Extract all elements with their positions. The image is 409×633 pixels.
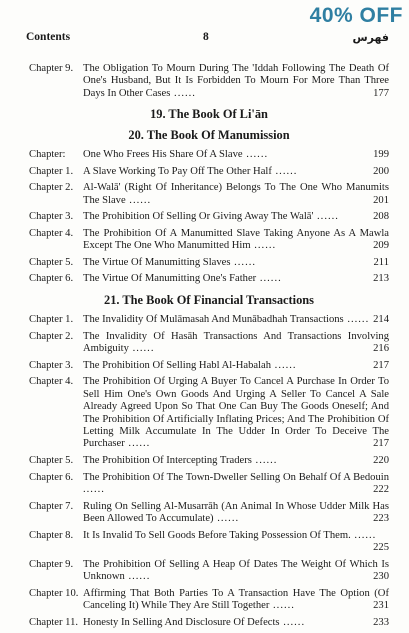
chapter-label: Chapter 8.	[29, 529, 74, 541]
dot-leader: ......	[256, 273, 282, 285]
page-ref: 211	[373, 256, 389, 268]
page-ref: 213	[373, 273, 389, 285]
chapter-label: Chapter 9.	[29, 63, 74, 74]
chapter-label: Chapter 1.	[29, 165, 74, 177]
page-ref: 209	[373, 240, 389, 252]
chapter-title: The Prohibition Of Selling A Heap Of Dates The Weight Of Which Is Unknown	[83, 558, 389, 583]
page-ref: 177	[373, 87, 389, 99]
toc-entry[interactable]	[29, 149, 389, 161]
chapter-label: Chapter 5.	[29, 256, 74, 268]
chapter-title: The Obligation To Mourn During The 'Iddah Following The Death Of One's Husband, But It Is Forbidden To Mourn For More Than Three Days In Other Cases	[83, 63, 389, 99]
chapter-title: A Slave Working To Pay Off The Other Half	[83, 165, 272, 177]
chapter-title: One Who Frees His Share Of A Slave	[83, 149, 243, 161]
chapter-title: The Prohibition Of A Manumitted Slave Taking Anyone As A Mawla Except The One Who Manumitted Him	[83, 227, 389, 252]
page-ref: 216	[373, 343, 389, 355]
dot-leader: ......	[83, 484, 105, 496]
page-ref: 199	[373, 149, 389, 161]
chapter-label: Chapter 9.	[29, 558, 74, 570]
toc-entry[interactable]	[29, 273, 389, 285]
toc-entry[interactable]	[29, 455, 389, 467]
toc-entry[interactable]	[29, 166, 389, 178]
dot-leader: ......	[343, 314, 370, 326]
page-ref: 230	[373, 571, 389, 583]
page-ref: 201	[373, 194, 389, 206]
toc-entry[interactable]	[29, 617, 389, 629]
toc-entry[interactable]	[29, 331, 389, 356]
dot-leader: ......	[213, 513, 240, 525]
page-ref: 214	[373, 314, 389, 326]
toc-entry[interactable]	[29, 501, 389, 526]
chapter-title: The Virtue Of Manumitting Slaves	[83, 256, 231, 268]
page-number: 8	[203, 31, 209, 43]
page-header	[26, 31, 389, 47]
dot-leader: ......	[124, 571, 151, 583]
dot-leader: ......	[230, 256, 257, 268]
page-ref: 220	[373, 455, 389, 467]
toc-entry[interactable]	[29, 376, 389, 450]
header-arabic: فهرس	[352, 31, 389, 44]
chapter-label: Chapter 4.	[29, 376, 74, 388]
chapter-label: Chapter 6.	[29, 471, 74, 483]
dot-leader: ......	[313, 211, 339, 223]
page-ref: 231	[373, 600, 389, 612]
chapter-label: Chapter 3.	[29, 359, 74, 371]
toc-entry[interactable]	[29, 182, 389, 207]
page-ref: 225	[373, 542, 389, 554]
chapter-label: Chapter 6.	[29, 273, 74, 285]
chapter-title: Affirming That Both Parties To A Transaction Have The Option (Of Canceling It) While They Are Still Together	[83, 587, 389, 612]
chapter-label: Chapter 10.	[29, 587, 79, 599]
toc-entry[interactable]	[29, 588, 389, 613]
dot-leader: ......	[271, 165, 298, 177]
chapter-label: Chapter 5.	[29, 455, 74, 467]
chapter-label: Chapter 4.	[29, 227, 74, 239]
chapter-title: The Invalidity Of Mulāmasah And Munābadhah Transactions	[83, 314, 344, 326]
section-title: 20. The Book Of Manumission	[128, 127, 290, 142]
chapter-label: Chapter:	[29, 149, 66, 161]
toc-entry[interactable]	[29, 257, 389, 269]
toc-entry[interactable]	[29, 472, 389, 497]
chapter-label: Chapter 1.	[29, 314, 74, 326]
toc-entry[interactable]	[29, 559, 389, 584]
section-title: 21. The Book Of Financial Transactions	[104, 292, 314, 307]
dot-leader: ......	[124, 438, 151, 450]
dot-leader: ......	[350, 529, 377, 541]
dot-leader: ......	[251, 455, 278, 467]
dot-leader: ......	[242, 149, 269, 161]
chapter-title: The Prohibition Of Urging A Buyer To Cancel A Purchase In Order To Sell Him One's Own Goods And Urging A Seller To Cancel A Sale Already Agreed Upon So That One Can Buy The Goods Oneself; And The Prohibition Of Artificially Inflating Prices; And The Prohibition Of Letting Milk Accumulate In The Udder In Order To Deceive The Purchaser	[83, 376, 389, 450]
chapter-label: Chapter 2.	[29, 182, 74, 194]
discount-badge: 40% OFF	[309, 4, 403, 27]
chapter-title: Honesty In Selling And Disclosure Of Defects	[83, 616, 280, 628]
page-ref: 208	[373, 211, 389, 223]
dot-leader: ......	[269, 600, 295, 612]
chapter-title: The Prohibition Of Selling Habl Al-Habalah	[83, 359, 272, 371]
toc-entry[interactable]	[29, 228, 389, 253]
chapter-title: The Prohibition Of Selling Or Giving Away The Walā'	[83, 211, 314, 223]
chapter-title: It Is Invalid To Sell Goods Before Taking Possession Of Them.	[83, 529, 351, 541]
page-ref: 217	[373, 359, 389, 371]
toc-entry[interactable]	[29, 314, 389, 326]
dot-leader: ......	[125, 194, 152, 206]
chapter-label: Chapter 7.	[29, 500, 74, 512]
section-title: 19. The Book Of Li'ān	[150, 107, 268, 122]
header-contents: Contents	[26, 31, 71, 43]
chapter-title: Ruling On Selling Al-Musarrāh (An Animal In Whose Udder Milk Has Been Allowed To Accumulate)	[83, 500, 389, 525]
page-ref: 223	[373, 513, 389, 525]
chapter-title: The Invalidity Of Hasāh Transactions And Transactions Involving Ambiguity	[83, 330, 389, 355]
page-ref: 200	[373, 165, 389, 177]
page-ref: 233	[373, 616, 389, 628]
dot-leader: ......	[170, 87, 196, 99]
page-ref: 217	[373, 438, 389, 450]
chapter-title: The Prohibition Of The Town-Dweller Selling On Behalf Of A Bedouin	[83, 471, 389, 483]
chapter-title: Al-Walā' (Right Of Inheritance) Belongs To The One Who Manumits The Slave	[83, 182, 389, 206]
dot-leader: ......	[271, 359, 297, 371]
toc-entry[interactable]	[29, 211, 389, 223]
chapter-label: Chapter 3.	[29, 211, 74, 223]
chapter-label: Chapter 2.	[29, 330, 74, 342]
toc-entry[interactable]	[29, 63, 389, 100]
toc-entry[interactable]	[29, 530, 389, 555]
page-ref: 222	[373, 484, 389, 496]
dot-leader: ......	[250, 240, 277, 252]
dot-leader: ......	[279, 616, 306, 628]
toc-content	[29, 63, 389, 633]
chapter-title: The Virtue Of Manumitting One's Father	[83, 273, 257, 285]
dot-leader: ......	[128, 343, 155, 355]
chapter-label: Chapter 11.	[29, 616, 79, 628]
toc-entry[interactable]	[29, 360, 389, 372]
chapter-title: The Prohibition Of Intercepting Traders	[83, 455, 252, 467]
